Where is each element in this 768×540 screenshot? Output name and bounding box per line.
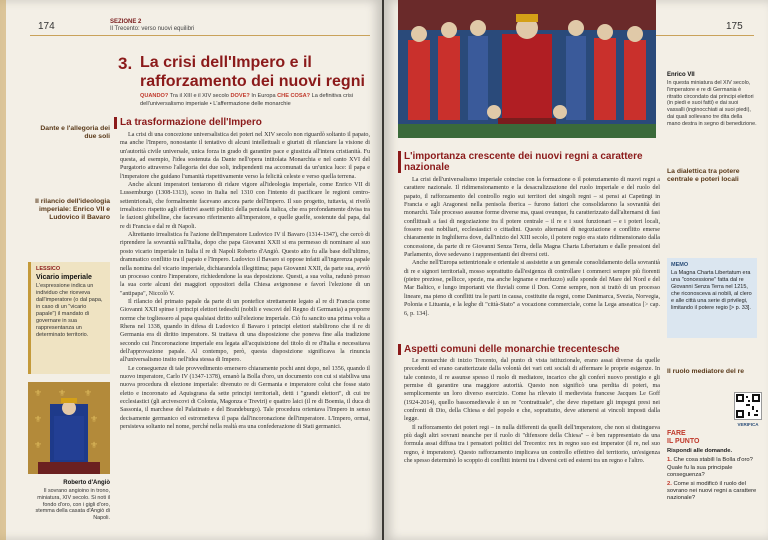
paragraph: La crisi dell'universalismo imperiale coincise con la formazione o il potenziamento di nuovi regni a carattere nazionale. Il ridimensionamento e la desacralizzazione del ruolo imperiale e del ruolo del papato, il rafforzamento del controllo regio sui territori dei singoli regni – si pensi ai Capetingi in Francia e agli Aragonesi nella penisola iberica – furono fattori che consolidarono la sovranità dei monarchi. Tale processo assunse forme diverse ma, quasi ovunque, fu caratterizzato dall'alternarsi di fasi conflittuali a fasi di negoziazione tra il potere centrale – il re e i suoi funzionari – e i poteri locali, fossero essi nobiliari, ecclesiastici o cittadini. Questo alternarsi di negoziazione e conflitto emerse chiaramente in Inghilterra dove, dall'inizio del XIII secolo, il potere regio era stato ridimensionato dalla concessione, da parte di re Giovanni Senza Terra, della Magna Charta Libertatum e dalle pressioni del Parlamento, dove sedevano i rappresentanti dei diversi ceti. bbox=[404, 177, 660, 259]
svg-text:⚜: ⚜ bbox=[84, 388, 93, 398]
section-label: SEZIONE 2 bbox=[110, 19, 142, 25]
lessico-term: Vicario imperiale bbox=[36, 274, 92, 281]
paragraph: Il rafforzamento dei poteri regi – in nulla differenti da quelli dell'imperatore, che non si distingueva più dagli altri sovrani neanche per il ruolo di "difensore della Chiesa" – è ben rappresentato da una formula assai diffusa tra i pensatori politici del Trecento: rex in regno suo est imperator (il re, nel suo regno, è imperatore). Questo rafforzamento implicava un controllo effettivo del territorio, un'esigenza che spesso determinò lo scoppio di conflitti interni tra i diversi ceti ed esterni tra un regno e l'altro. bbox=[404, 424, 660, 465]
svg-text:⚜: ⚜ bbox=[90, 414, 99, 424]
qr-label: VERIFICA bbox=[737, 422, 759, 427]
lessico-tag: LESSICO bbox=[36, 266, 61, 272]
side-note-ideologia: Il rilancio dell'ideologia imperiale: Enrico VII e Ludovico il Bavaro bbox=[35, 198, 110, 221]
svg-text:⚜: ⚜ bbox=[34, 440, 43, 450]
dove-value: In Europa bbox=[251, 93, 276, 99]
enrico-miniature bbox=[398, 0, 656, 138]
enrico-caption-text: In questa miniatura del XIV secolo, l'imperatore e re di Germania è ritratto circondato dai principi elettori (in piedi e suoi fatti) e dai suoi vassalli (inginocchiati ai suoi piedi), dai quali sollevano tre dita della mano destra in segno di benedizione. bbox=[667, 80, 757, 127]
paragraph: Le conseguenze di tale provvedimento emersero chiaramente pochi anni dopo, nel 1356, quando il nuovo imperatore, Carlo IV (1347-1378), emanò la Bolla d'oro, un documento con cui si stabiliva una nuova procedura di elezione imperiale: divenuto re di Germania e imperatore colui che fosse stato eletto e incoronato ad Aquisgrana da sette principi territoriali, detti i "grandi elettori", di cui tre ecclesiastici (gli arcivescovi di Colonia, Magonza e Treviri) e quattro laici (il re di Boemia, il duca di Sassonia, il marchese del Palatinato e del Brandeburgo). Tale procedura orientava l'Impero in senso decisamente germanico ed estrometteva il papa dall'incoronazione dell'imperatore. L'Impero, ormai, persisteva soltanto nel nome, perché nella realtà era una confederazione di Stati germanici. bbox=[120, 365, 370, 431]
paragraph: Anche nell'Europa settentrionale e orientale si assistette a un generale consolidamento della sovranità di re e signori territoriali, mosso soprattutto dall'esigenza di controllare i commerci sempre più fiorenti (pietre preziose, pellicce, spezie, ma anche legname e merluzzo) sulle sponde del Mare del Nord e del Mar Baltico, e lungo importanti vie fluviali come il Don. Come sempre, non si trattò di un processo lineare, ma pieno di conflitti tra le parti in causa, costituite da regni, come Danimarca, Svezia, Norvegia, Polonia e Lituania, e la leghe di "città-Stato" a vocazione commerciale, come la Lega anseatica [> cap. 6, p. 134]. bbox=[404, 260, 660, 317]
lessico-definition: L'espressione indica un individuo che riceveva dall'imperatore (o dal papa, in caso di un "vicario papale") il mandato di governare in sua rappresentanza un determinato territorio. bbox=[36, 283, 103, 338]
section-heading: La trasformazione dell'Impero bbox=[120, 117, 262, 128]
roberto-miniature bbox=[28, 382, 110, 474]
memo-box bbox=[667, 258, 757, 338]
fare-tag-line1: FARE bbox=[667, 430, 686, 437]
fare-il-punto-box bbox=[667, 430, 759, 503]
enrico-caption-title: Enrico VII bbox=[667, 72, 695, 78]
memo-tag: MEMO bbox=[671, 262, 689, 268]
dove-label: DOVE? bbox=[230, 93, 250, 99]
page-number-left: 174 bbox=[38, 21, 55, 32]
left-body-text bbox=[120, 131, 370, 431]
left-page bbox=[0, 0, 382, 540]
side-note-dante: Dante e l'allegoria dei due soli bbox=[40, 125, 110, 140]
quando-value: Tra il XIII e il XIV secolo bbox=[169, 93, 229, 99]
fare-question-1: 1. Che cosa stabilì la Bolla d'oro? Quale fu la sua principale conseguenza? bbox=[667, 457, 753, 479]
left-margin-bar bbox=[0, 0, 6, 540]
paragraph: Altrettanto irrealistica fu l'azione dell'imperatore Ludovico IV il Bavaro (1314-1347), che cercò di riprendere la sovranità sull'Italia, dopo che papa Giovanni XXII si era permesso di nominare al suo posto vicario imperiale in Italia il re di Napoli Roberto d'Angiò. Questo atto fu alla base dell'ultimo, drammatico conflitto tra il papato e l'Impero. Ludovico il Bavaro si oppose infatti all'ingerenza papale nella nomina del vicario imperiale, dichiarandola illegittima; papa Giovanni XXII, da parte sua, avviò un processo contro l'imperatore, richiedendone la sua deposizione. Questi, a sua volta, radunò presso la sua corte alcuni dei maggiori oppositori della Chiesa avignonese e favorì l'elezione di un "antipapa", Niccolò V. bbox=[120, 232, 370, 297]
lessico-box bbox=[28, 262, 110, 374]
paragraph: La crisi di una concezione universalistica dei poteri nel XIV secolo non riguardò soltanto il papato, ma anche l'Impero, nonostante il tentativo di alcuni intellettuali e giuristi di rilanciare la visione di un'autorità civile universale, unica forza in grado di garantire pace e giustizia all'intera cristianità. Fu questa, ad esempio, l'idea sostenuta da Dante nell'opera intitolata Monarchia e nel canto XVI del Purgatorio attraverso l'allegoria dei due soli, indipendenti ma accomunati da un'unica luce: il papa e l'imperatore che guidano l'umanità rispettivamente verso la felicità celeste e verso quella terrena. bbox=[120, 132, 370, 180]
chapter-number: 3. bbox=[118, 54, 133, 73]
section-heading-nuovi-regni: L'importanza crescente dei nuovi regni a carattere nazionale bbox=[404, 151, 643, 173]
paragraph: Le monarchie di inizio Trecento, dal punto di vista istituzionale, erano assai diverse da quelle precedenti ed erano caratterizzate dalla volontà dei vari ceti sociali di affermare le proprie esigenze. In tale contesto, il re assunse spesso il ruolo di mediatore, incarico che gli conferì nuovo prestigio e gli permise di garantire una maggiore autorità. Questo non significò una perdita di poteri, ma semplicemente un loro diverso esercizio. Come ha rilevato il medievista francese Jacques Le Goff (1924-2014), quello bassomedievale è un re "contrattuale", che deve rispettare gli impegni presi nei confronti di Dio, della Chiesa e del popolo e che, soprattutto, deve attenersi ai vincoli imposti dalla legge. bbox=[404, 358, 660, 423]
fare-intro: Rispondi alle domande. bbox=[667, 448, 733, 454]
right-page bbox=[384, 0, 768, 540]
side-note-dialettica: La dialettica tra potere centrale e poteri locali bbox=[667, 168, 740, 183]
svg-text:⚜: ⚜ bbox=[58, 388, 67, 398]
right-body-text-2 bbox=[404, 357, 660, 465]
roberto-miniature-art bbox=[28, 382, 110, 474]
svg-text:⚜: ⚜ bbox=[34, 388, 43, 398]
heading-bar bbox=[398, 344, 401, 355]
right-body-text-1 bbox=[404, 176, 660, 318]
roberto-caption-title: Roberto d'Angiò bbox=[63, 480, 110, 486]
roberto-caption-text: Il sovrano angioino in trono, miniatura, XIV secolo. Si noti il fondo d'oro, con i gigli d'oro, stemma della casata d'Angiò di Napoli. bbox=[35, 488, 110, 522]
header-rule bbox=[30, 35, 370, 36]
fare-tag-line2: IL PUNTO bbox=[667, 438, 700, 445]
svg-text:⚜: ⚜ bbox=[34, 414, 43, 424]
heading-bar bbox=[398, 151, 401, 173]
fare-question-2-text: Come si modificò il ruolo del sovrano nei nuovi regni a carattere nazionale? bbox=[667, 480, 757, 502]
qr-code[interactable] bbox=[734, 392, 762, 420]
page-number-right: 175 bbox=[726, 21, 743, 32]
memo-text: La Magna Charta Libertatum era una "concessione" fatta dal re Giovanni Senza Terra nel 1215, che riconosceva ai nobili, al clero e alle città una serie di privilegi, limitando il potere regio [> p. 33]. bbox=[671, 270, 752, 311]
checosa-label: CHE COSA? bbox=[277, 93, 311, 99]
checosa-value: La definitiva crisi dell'universalismo imperiale • L'affermazione delle monarchie bbox=[140, 93, 354, 107]
side-note-mediatore: Il ruolo mediatore del re bbox=[667, 368, 745, 375]
svg-text:⚜: ⚜ bbox=[90, 440, 99, 450]
fare-question-2: 2. Come si modificò il ruolo del sovrano nei nuovi regni a carattere nazionale? bbox=[667, 480, 757, 502]
qr-code-icon bbox=[735, 393, 761, 419]
chapter-questions bbox=[140, 93, 372, 108]
quando-label: QUANDO? bbox=[140, 93, 169, 99]
chapter-title: La crisi dell'Impero e il rafforzamento dei nuovi regni bbox=[140, 54, 365, 90]
section-title: Il Trecento: verso nuovi equilibri bbox=[110, 26, 195, 32]
paragraph: Anche alcuni imperatori tentarono di ridare vigore all'ideologia imperiale, come Enrico VII di Lussemburgo (1308-1313), sceso in Italia nel 1310 con l'intento di pacificare le regioni centro-settentrionali, che formalmente facevano ancora parte dell'Impero. Il suo progetto, tuttavia, si rivelò irrealistico rispetto agli effettivi assetti politici della penisola italica, che era profondamente divisa tra le fazioni ghibelline, che facevano riferimento all'imperatore, e quelle guelfe, sostenute dal papa, dal re di Francia e dal re di Napoli. bbox=[120, 182, 370, 230]
heading-bar bbox=[114, 117, 117, 129]
paragraph: Il rilancio del primato papale da parte di un pontefice strettamente legato al re di Francia come Giovanni XXII spinse i principi elettori tedeschi (nobili e vescovi del Regno di Germania) a proporre norme che togliessero al papa qualsiasi diritto sull'elezione imperiale. Ciò fu sancito una prima volta a Rhens nel 1338, quando in difesa di Ludovico il Bavaro i principi elettori stabilirono che il re di Germania era di diritto imperatore. Si trattava di una disposizione che poneva fine alla tradizione secondo cui l'incoronazione imperiale era legata all'acquisizione del titolo di re d'Italia e necessitava dell'approvazione papale. Al contempo, però, questa disposizione significava la rinuncia all'universalismo insito nell'idea stessa di Impero. bbox=[120, 298, 370, 364]
enrico-miniature-art bbox=[398, 0, 656, 138]
section-heading-aspetti: Aspetti comuni delle monarchie trecentesche bbox=[404, 344, 620, 355]
fare-question-1-text: Che cosa stabilì la Bolla d'oro? Quale fu la sua principale conseguenza? bbox=[667, 457, 753, 479]
